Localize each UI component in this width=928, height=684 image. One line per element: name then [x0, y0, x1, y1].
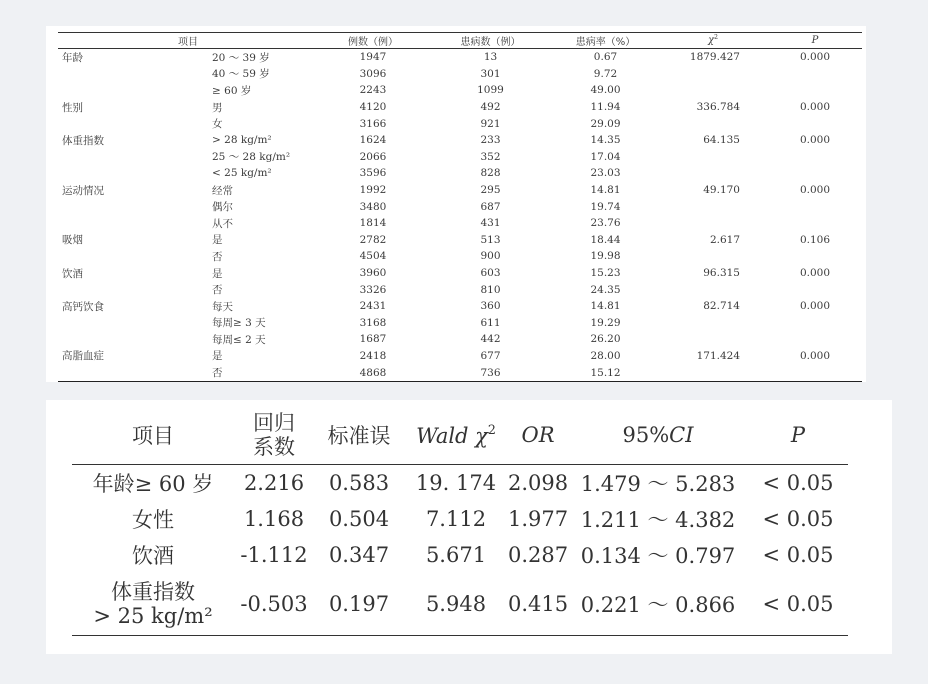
chi2-cell	[658, 149, 768, 166]
patients-cell: 736	[428, 364, 553, 381]
item-cell: 体重指数	[62, 134, 104, 147]
rate-cell: 24.35	[590, 283, 621, 296]
p-cell: 0.000	[799, 51, 831, 64]
coef-cell: -1.112	[240, 543, 308, 567]
cases-cell: 3168	[359, 316, 387, 329]
or-cell: 1.977	[508, 507, 569, 531]
chi2-cell	[658, 281, 768, 298]
cases-cell: 3166	[359, 117, 387, 130]
rate-cell: 14.81	[590, 300, 621, 313]
rate-cell: 23.76	[590, 217, 621, 230]
p-cell: 0.000	[799, 184, 831, 197]
subgroup-cell: 每周≥ 3 天	[212, 317, 266, 330]
ci-cell: 0.221 ～ 0.866	[568, 573, 748, 636]
ci-cell: 0.134 ～ 0.797	[580, 544, 736, 568]
patients-cell: 295	[480, 184, 501, 197]
item-cell	[58, 82, 208, 99]
chi2-cell	[658, 66, 768, 83]
chi2-cell	[658, 165, 768, 182]
rate-cell: 19.74	[590, 200, 621, 213]
chi2-cell	[658, 248, 768, 265]
table2-header-wald: Wald $\chi^2$	[404, 406, 508, 465]
item-cell	[58, 165, 208, 182]
p-cell: < 0.05	[762, 507, 834, 531]
prevalence-table	[58, 32, 862, 382]
table1-body	[58, 49, 862, 382]
patients-cell: 900	[480, 250, 501, 263]
cases-cell: 2243	[359, 84, 387, 97]
rate-cell: 9.72	[593, 67, 618, 80]
p-cell: < 0.05	[748, 573, 848, 636]
factor-line: 体重指数	[111, 579, 195, 604]
table1-row	[58, 215, 862, 232]
p-cell	[768, 165, 862, 182]
table1-row	[58, 198, 862, 215]
p-cell	[768, 115, 862, 132]
table1-row	[58, 115, 862, 132]
table2-header-ci: 95%CI	[568, 406, 748, 465]
p-cell	[768, 82, 862, 99]
item-cell	[58, 331, 208, 348]
table1-row	[58, 315, 862, 332]
patients-cell: 513	[480, 233, 501, 246]
chi2-cell: 2.617	[709, 233, 740, 246]
rate-cell: 15.12	[553, 364, 658, 381]
p-cell: < 0.05	[762, 543, 834, 567]
chi2-cell	[658, 198, 768, 215]
subgroup-cell: 是	[212, 350, 223, 363]
chi2-cell	[658, 315, 768, 332]
table1-header-patients: 患病数（例）	[428, 33, 553, 49]
rate-cell: 0.67	[593, 51, 618, 64]
table1-row	[58, 182, 862, 199]
subgroup-cell: 40 ～ 59 岁	[212, 68, 270, 81]
chi2-cell: 49.170	[703, 184, 740, 197]
table1-row	[58, 165, 862, 182]
coef-cell: 2.216	[243, 471, 305, 495]
patients-cell: 431	[480, 217, 501, 230]
cases-cell: 1947	[359, 51, 387, 64]
patients-cell: 442	[480, 333, 501, 346]
p-cell	[768, 198, 862, 215]
p-cell	[768, 315, 862, 332]
subgroup-cell: ≥ 60 岁	[212, 84, 252, 97]
factor-cell: 年龄≥ 60 岁	[92, 472, 214, 496]
item-cell	[58, 364, 208, 381]
patients-cell: 687	[480, 200, 501, 213]
subgroup-cell: < 25 kg/m²	[212, 167, 272, 180]
patients-cell: 233	[480, 134, 501, 147]
table1-row	[58, 265, 862, 282]
table1-header-cases: 例数（例）	[318, 33, 428, 49]
wald-cell: 19. 174	[415, 471, 497, 495]
patients-cell: 360	[480, 300, 501, 313]
cases-cell: 3480	[359, 200, 387, 213]
rate-cell: 26.20	[590, 333, 621, 346]
regression-table	[72, 406, 848, 636]
rate-cell: 19.29	[590, 316, 621, 329]
p-cell: 0.000	[799, 101, 831, 114]
table1-row	[58, 232, 862, 249]
factor-cell	[72, 573, 234, 636]
table2-header-p: P	[748, 406, 848, 465]
wald-cell: 5.671	[425, 543, 487, 567]
or-cell: 0.287	[508, 543, 569, 567]
table1-row	[58, 99, 862, 116]
table1-row	[58, 149, 862, 166]
item-cell	[58, 281, 208, 298]
patients-cell: 301	[480, 67, 501, 80]
item-cell	[58, 66, 208, 83]
cases-cell: 1992	[359, 184, 387, 197]
cases-cell: 2066	[359, 150, 387, 163]
subgroup-cell: 每周≤ 2 天	[212, 333, 266, 346]
table2-row	[72, 501, 848, 537]
p-cell: 0.106	[799, 233, 831, 246]
table2-header-or: OR	[508, 406, 568, 465]
rate-cell: 28.00	[590, 349, 621, 362]
rate-cell: 23.03	[590, 167, 621, 180]
patients-cell: 1099	[477, 84, 504, 97]
p-cell	[768, 66, 862, 83]
chi2-cell: 171.424	[696, 349, 740, 362]
p-cell	[768, 281, 862, 298]
p-cell	[768, 364, 862, 381]
cases-cell: 3960	[359, 267, 387, 280]
subgroup-cell: 否	[212, 284, 223, 297]
subgroup-cell: 20 ～ 39 岁	[212, 51, 270, 64]
subgroup-cell: 否	[212, 250, 223, 263]
chi2-cell: 336.784	[696, 101, 740, 114]
table1-panel	[46, 26, 866, 382]
table1-header-row	[58, 33, 862, 49]
cases-cell: 3596	[359, 167, 387, 180]
item-cell	[58, 315, 208, 332]
patients-cell: 603	[480, 267, 501, 280]
item-cell: 吸烟	[62, 234, 83, 247]
table2-row	[72, 573, 848, 636]
table1-header-chi2: $\chi^2$	[658, 33, 768, 49]
table1-header-p: P	[768, 33, 862, 49]
chi2-cell	[658, 364, 768, 381]
se-cell: 0.583	[328, 471, 390, 495]
subgroup-cell: 从不	[212, 217, 233, 230]
p-cell	[768, 331, 862, 348]
p-cell: 0.000	[799, 134, 831, 147]
p-cell	[768, 215, 862, 232]
chi2-cell	[658, 82, 768, 99]
table1-row	[58, 49, 862, 66]
rate-cell: 17.04	[590, 150, 621, 163]
item-cell: 高钙饮食	[62, 300, 104, 313]
subgroup-cell: 每天	[212, 300, 233, 313]
or-cell: 2.098	[508, 471, 569, 495]
subgroup-cell: 25 ～ 28 kg/m²	[212, 151, 291, 164]
item-cell: 运动情况	[62, 184, 104, 197]
table2-row	[72, 465, 848, 502]
factor-line: > 25 kg/m²	[93, 604, 213, 628]
cases-cell: 4504	[359, 250, 387, 263]
rate-cell: 15.23	[590, 267, 621, 280]
table2-header-se: 标准误	[314, 406, 404, 465]
ci-cell: 1.479 ～ 5.283	[580, 472, 736, 496]
rate-cell: 19.98	[590, 250, 621, 263]
table1-row	[58, 66, 862, 83]
table1-row	[58, 364, 862, 381]
cases-cell: 1814	[359, 217, 387, 230]
subgroup-cell: > 28 kg/m²	[212, 134, 272, 147]
rate-cell: 14.81	[590, 184, 621, 197]
table2-panel	[46, 400, 892, 654]
item-cell	[58, 198, 208, 215]
table1-header-rate: 患病率（%）	[553, 33, 658, 49]
rate-cell: 14.35	[590, 134, 621, 147]
chi2-cell	[658, 331, 768, 348]
p-cell: 0.000	[799, 349, 831, 362]
table2-header-row	[72, 406, 848, 465]
p-cell	[768, 248, 862, 265]
coef-cell: -0.503	[234, 573, 314, 636]
cases-cell: 2431	[359, 300, 387, 313]
table2-header-coef: 回归 系数	[234, 406, 314, 465]
wald-cell: 5.948	[404, 573, 508, 636]
se-cell: 0.347	[328, 543, 390, 567]
cases-cell: 2782	[359, 233, 387, 246]
table1-row	[58, 331, 862, 348]
table1-header-item: 项目	[58, 33, 318, 49]
rate-cell: 49.00	[590, 84, 621, 97]
cases-cell: 1624	[359, 134, 387, 147]
cases-cell: 1687	[359, 333, 387, 346]
item-cell	[58, 248, 208, 265]
table2-body	[72, 465, 848, 636]
chi2-cell	[658, 215, 768, 232]
item-cell: 年龄	[62, 51, 83, 64]
item-cell: 性别	[62, 101, 83, 114]
subgroup-cell: 否	[208, 364, 318, 381]
coef-cell: 1.168	[243, 507, 305, 531]
cases-cell: 4868	[318, 364, 428, 381]
cases-cell: 3326	[359, 283, 387, 296]
item-cell	[58, 215, 208, 232]
subgroup-cell: 是	[212, 267, 223, 280]
subgroup-cell: 男	[212, 101, 223, 114]
table1-row	[58, 281, 862, 298]
patients-cell: 810	[480, 283, 501, 296]
or-cell: 0.415	[508, 573, 568, 636]
rate-cell: 18.44	[590, 233, 621, 246]
se-cell: 0.197	[314, 573, 404, 636]
table2-row	[72, 537, 848, 573]
patients-cell: 492	[480, 101, 501, 114]
table2-header-item: 项目	[72, 406, 234, 465]
cases-cell: 2418	[359, 349, 387, 362]
patients-cell: 352	[480, 150, 501, 163]
cases-cell: 4120	[359, 101, 387, 114]
patients-cell: 828	[480, 167, 501, 180]
table1-row	[58, 348, 862, 365]
item-cell	[58, 149, 208, 166]
p-cell: 0.000	[799, 267, 831, 280]
subgroup-cell: 是	[212, 234, 223, 247]
subgroup-cell: 经常	[212, 184, 233, 197]
subgroup-cell: 女	[212, 118, 223, 131]
table1-row	[58, 82, 862, 99]
chi2-cell: 82.714	[703, 300, 740, 313]
item-cell: 饮酒	[62, 267, 83, 280]
patients-cell: 611	[480, 316, 501, 329]
chi2-cell: 64.135	[703, 134, 740, 147]
table1-row	[58, 298, 862, 315]
p-cell: 0.000	[799, 300, 831, 313]
rate-cell: 11.94	[590, 101, 621, 114]
wald-cell: 7.112	[425, 507, 487, 531]
p-cell: < 0.05	[762, 471, 834, 495]
item-cell	[58, 115, 208, 132]
subgroup-cell: 偶尔	[212, 201, 233, 214]
patients-cell: 13	[483, 51, 498, 64]
factor-cell: 女性	[132, 508, 174, 532]
cases-cell: 3096	[359, 67, 387, 80]
item-cell: 高脂血症	[62, 350, 104, 363]
patients-cell: 677	[480, 349, 501, 362]
chi2-cell: 96.315	[703, 267, 740, 280]
ci-cell: 1.211 ～ 4.382	[580, 508, 736, 532]
table1-row	[58, 132, 862, 149]
chi2-cell	[658, 115, 768, 132]
p-cell	[768, 149, 862, 166]
factor-cell: 饮酒	[132, 544, 174, 568]
table1-row	[58, 248, 862, 265]
rate-cell: 29.09	[590, 117, 621, 130]
chi2-cell: 1879.427	[689, 51, 740, 64]
se-cell: 0.504	[328, 507, 390, 531]
patients-cell: 921	[480, 117, 501, 130]
